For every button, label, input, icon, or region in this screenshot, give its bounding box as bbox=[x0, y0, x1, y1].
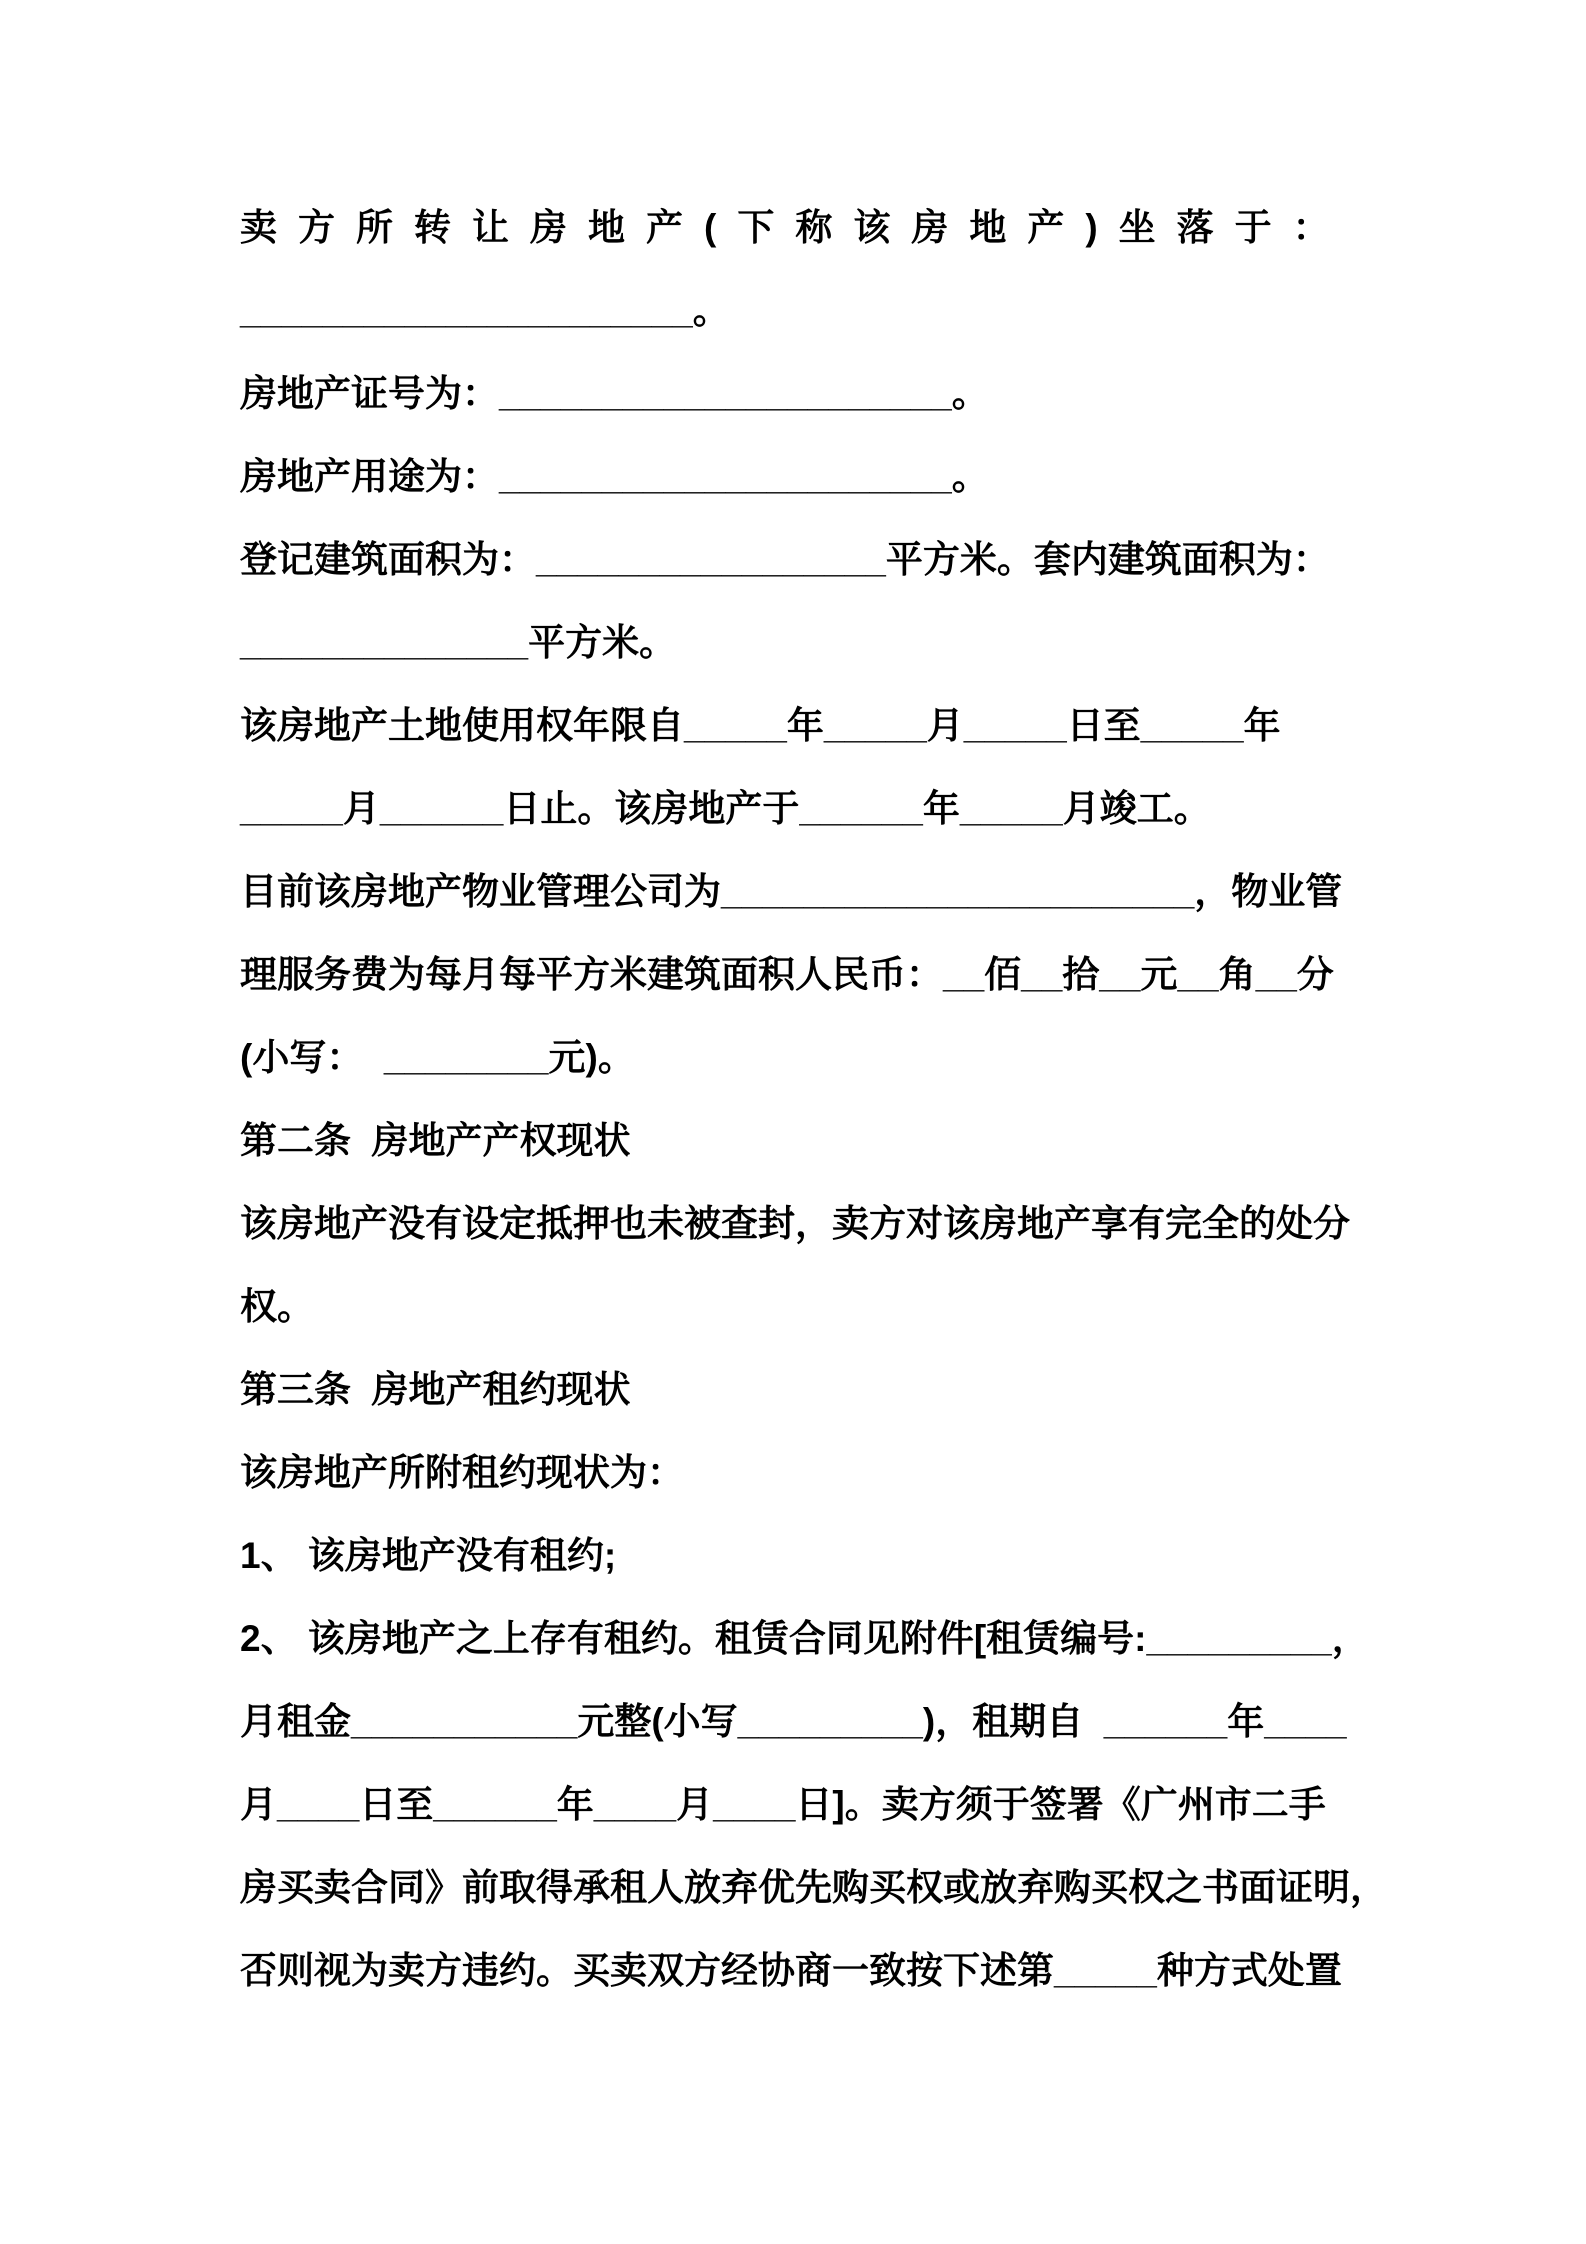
document-line: _____月______日止。该房地产于______年_____月竣工。 bbox=[240, 788, 1211, 829]
document-line: 房买卖合同》前取得承租人放弃优先购买权或放弃购买权之书面证明， bbox=[240, 1867, 1387, 1908]
document-line: 该房地产没有设定抵押也未被查封，卖方对该房地产享有完全的处分 bbox=[240, 1203, 1350, 1244]
document-heading: 第三条 房地产租约现状 bbox=[240, 1369, 631, 1410]
document-list-item: 2、 该房地产之上存有租约。租赁合同见附件[租赁编号:_________， bbox=[240, 1618, 1369, 1659]
document-line: ______________________。 bbox=[240, 290, 730, 331]
document-line: 登记建筑面积为：_________________平方米。套内建筑面积为： bbox=[240, 539, 1330, 580]
document-heading: 第二条 房地产产权现状 bbox=[240, 1120, 631, 1161]
document-line: (小写： ________元)。 bbox=[240, 1037, 635, 1078]
document-line: 该房地产土地使用权年限自_____年_____月_____日至_____年 bbox=[240, 705, 1281, 746]
document-line: 理服务费为每月每平方米建筑面积人民币：__佰__拾__元__角__分 bbox=[240, 954, 1334, 995]
document-line: 否则视为卖方违约。买卖双方经协商一致按下述第_____种方式处置 bbox=[240, 1950, 1342, 1991]
document-line: 月____日至______年____月____日]。卖方须于签署《广州市二手 bbox=[240, 1784, 1326, 1825]
document-line: 房地产用途为：______________________。 bbox=[240, 456, 989, 497]
document-line: 月租金___________元整(小写_________)，租期自 ______年____ bbox=[240, 1701, 1347, 1742]
document-list-item: 1、 该房地产没有租约; bbox=[240, 1535, 617, 1576]
document-line: 目前该房地产物业管理公司为_______________________，物业管 bbox=[240, 871, 1343, 912]
document-line: 权。 bbox=[240, 1286, 314, 1327]
document-line: 卖方所转让房地产(下称该房地产)坐落于： bbox=[240, 207, 1351, 248]
document-line: 该房地产所附租约现状为： bbox=[240, 1452, 684, 1493]
document-line: 房地产证号为：______________________。 bbox=[240, 373, 989, 414]
document-line: ______________平方米。 bbox=[240, 622, 677, 663]
